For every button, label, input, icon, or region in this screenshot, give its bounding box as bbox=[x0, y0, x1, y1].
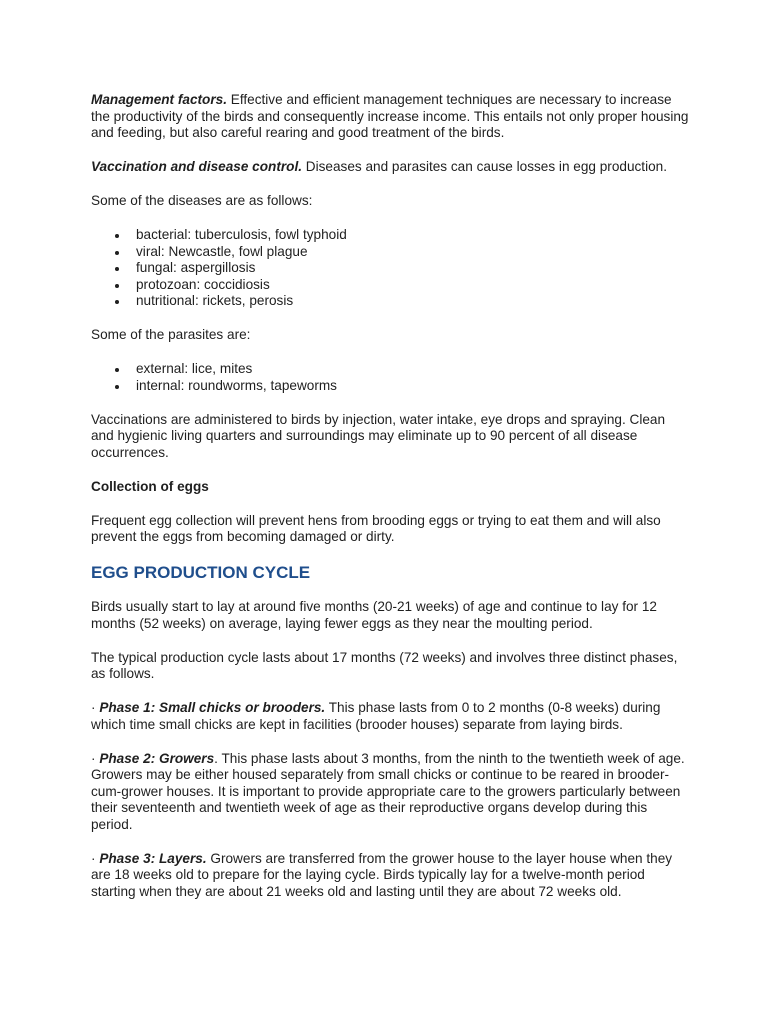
list-item: nutritional: rickets, perosis bbox=[136, 293, 691, 310]
diseases-intro: Some of the diseases are as follows: bbox=[91, 193, 313, 208]
list-item: external: lice, mites bbox=[136, 361, 691, 378]
list-item: protozoan: coccidiosis bbox=[136, 277, 691, 294]
phase-2-paragraph bbox=[91, 751, 691, 834]
vaccination-text: Diseases and parasites can cause losses in egg production. bbox=[302, 159, 667, 174]
list-item: bacterial: tuberculosis, fowl typhoid bbox=[136, 227, 691, 244]
cycle-paragraph-1: Birds usually start to lay at around five months (20-21 weeks) of age and continue to lay for 12 months (52 weeks) on average, laying fewer eggs as they near the moulting period. bbox=[91, 599, 657, 631]
parasites-intro: Some of the parasites are: bbox=[91, 327, 251, 342]
phase-bullet: · bbox=[91, 850, 100, 866]
vaccination-title: Vaccination and disease control. bbox=[91, 159, 303, 174]
phase-bullet: · bbox=[91, 750, 100, 766]
phase-3-paragraph bbox=[91, 851, 691, 901]
phase-1-title: Phase 1: Small chicks or brooders. bbox=[99, 700, 326, 715]
phase-2-text: . This phase lasts about 3 months, from the ninth to the twentieth week of age. Growers may be either housed separately from small chicks or continue to be reared in brooder-cum-grower houses. It is important to provide appropriate care to the growers particularly between their seventeenth and twentieth week of age as their reproductive organs develop during this period. bbox=[91, 750, 685, 832]
phase-3-text: Growers are transferred from the grower house to the layer house when they are 18 weeks old to prepare for the laying cycle. Birds typically lay for a twelve-month period starting when they are about 21 weeks old and lasting until they are about 72 weeks old. bbox=[91, 850, 673, 899]
list-item: internal: roundworms, tapeworms bbox=[136, 378, 691, 395]
management-text: Effective and efficient management techniques are necessary to increase the productivity of the birds and consequently increase income. This entails not only proper housing and feeding, but also careful rearing and good treatment of the birds. bbox=[91, 92, 689, 140]
management-paragraph bbox=[91, 92, 691, 142]
document-page bbox=[91, 92, 691, 918]
collection-heading: Collection of eggs bbox=[91, 478, 209, 494]
vaccination-paragraph bbox=[91, 159, 691, 176]
vaccination-methods-paragraph: Vaccinations are administered to birds by injection, water intake, eye drops and spraying. Clean and hygienic living quarters and surroundings may eliminate up to 90 percent of all disease occurrences. bbox=[91, 411, 666, 460]
diseases-list bbox=[91, 227, 691, 310]
phase-1-text: This phase lasts from 0 to 2 months (0-8 weeks) during which time small chicks are kept in facilities (brooder houses) separate from laying birds. bbox=[91, 700, 661, 732]
list-item: viral: Newcastle, fowl plague bbox=[136, 244, 691, 261]
management-title: Management factors. bbox=[91, 92, 227, 107]
cycle-paragraph-2: The typical production cycle lasts about 17 months (72 weeks) and involves three distinct phases, as follows. bbox=[91, 649, 678, 681]
phase-bullet: · bbox=[91, 700, 100, 715]
section-heading: EGG PRODUCTION CYCLE bbox=[91, 563, 311, 582]
phase-2-title: Phase 2: Growers bbox=[99, 750, 215, 766]
phase-1-paragraph bbox=[91, 700, 691, 733]
list-item: fungal: aspergillosis bbox=[136, 260, 691, 277]
parasites-list bbox=[91, 361, 691, 394]
collection-paragraph: Frequent egg collection will prevent hens from brooding eggs or trying to eat them and will also prevent the eggs from becoming damaged or dirty. bbox=[91, 512, 661, 544]
phase-3-title: Phase 3: Layers. bbox=[99, 850, 207, 866]
